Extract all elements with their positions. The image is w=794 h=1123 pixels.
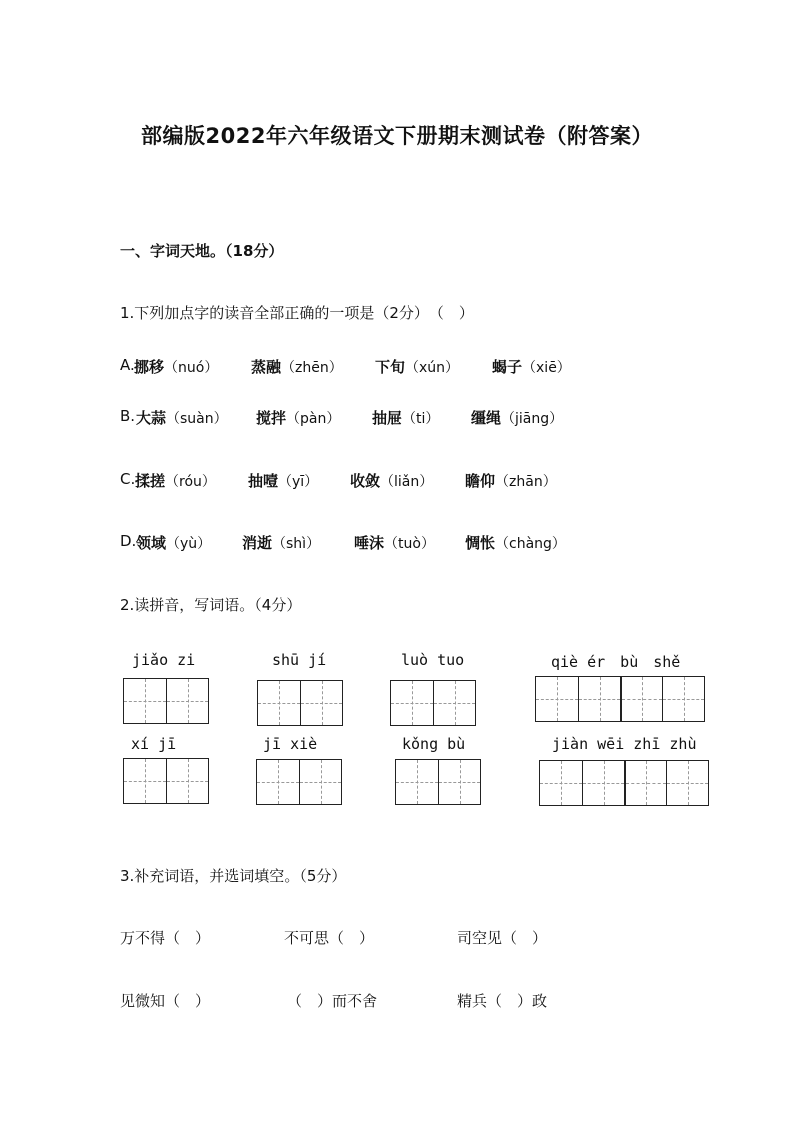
question-3-prompt: 3.补充词语，并选词填空。（5分）	[120, 867, 347, 885]
grid-cell[interactable]	[662, 677, 704, 721]
option-item: 揉搓（róu）	[135, 472, 216, 490]
option-item: 领域（yù）	[136, 534, 212, 552]
grid-cell[interactable]	[433, 681, 475, 725]
option-item: 搅拌（pàn）	[256, 409, 341, 427]
grid-cell[interactable]	[620, 677, 662, 721]
option-item: 下旬（xún）	[375, 358, 460, 376]
pinyin-label: luò tuo	[401, 651, 465, 669]
option-item: 抽屉（ti）	[372, 409, 440, 427]
grid-cell[interactable]	[300, 681, 342, 725]
option-label: B.	[120, 407, 136, 425]
pinyin-label: jiǎo zi	[132, 651, 196, 669]
option-item: 大蒜（suàn）	[136, 409, 228, 427]
fill-blank-item[interactable]: 不可思（ ）	[284, 929, 375, 947]
pinyin-label: jī xiè	[263, 735, 318, 753]
writing-grid[interactable]	[123, 678, 209, 724]
pinyin-label: shū jí	[272, 651, 327, 669]
pinyin-label: jiàn wēi zhī zhù	[552, 735, 697, 753]
grid-cell[interactable]	[582, 761, 624, 805]
writing-grid[interactable]	[257, 680, 343, 726]
pinyin-label: kǒng bù	[402, 735, 466, 753]
option-label: D.	[120, 532, 137, 550]
grid-cell[interactable]	[396, 760, 438, 804]
writing-grid[interactable]	[256, 759, 342, 805]
grid-cell[interactable]	[299, 760, 341, 804]
writing-grid[interactable]	[395, 759, 481, 805]
grid-cell[interactable]	[540, 761, 582, 805]
writing-grid[interactable]	[123, 758, 209, 804]
option-item: 消逝（shì）	[242, 534, 321, 552]
grid-cell[interactable]	[124, 679, 166, 723]
option-item: 挪移（nuó）	[134, 358, 219, 376]
fill-blank-item[interactable]: 精兵（ ）政	[457, 992, 548, 1010]
pinyin-label: qiè ér bù shě	[551, 653, 681, 671]
question-2-prompt: 2.读拼音，写词语。（4分）	[120, 596, 302, 614]
option-item: 惆怅（chàng）	[465, 534, 566, 552]
option-label: A.	[120, 356, 135, 374]
grid-cell[interactable]	[124, 759, 166, 803]
option-item: 收敛（liǎn）	[350, 472, 434, 490]
option-item: 缰绳（jiāng）	[471, 409, 564, 427]
pinyin-label: xí jī	[131, 735, 177, 753]
grid-cell[interactable]	[536, 677, 578, 721]
option-item: 抽噎（yī）	[248, 472, 319, 490]
grid-cell[interactable]	[258, 681, 300, 725]
writing-grid[interactable]	[539, 760, 709, 806]
fill-blank-item[interactable]: 万不得（ ）	[120, 929, 211, 947]
page-title: 部编版2022年六年级语文下册期末测试卷（附答案）	[141, 124, 653, 148]
grid-cell[interactable]	[438, 760, 480, 804]
writing-grid[interactable]	[390, 680, 476, 726]
option-item: 唾沫（tuò）	[354, 534, 435, 552]
grid-cell[interactable]	[391, 681, 433, 725]
fill-blank-item[interactable]: （ ）而不舍	[287, 992, 378, 1010]
fill-blank-item[interactable]: 见微知（ ）	[120, 992, 211, 1010]
grid-cell[interactable]	[257, 760, 299, 804]
grid-cell[interactable]	[578, 677, 620, 721]
fill-blank-item[interactable]: 司空见（ ）	[457, 929, 548, 947]
question-1-prompt: 1.下列加点字的读音全部正确的一项是（2分） （ ）	[120, 304, 474, 322]
grid-cell[interactable]	[166, 759, 208, 803]
grid-cell[interactable]	[624, 761, 666, 805]
writing-grid[interactable]	[535, 676, 705, 722]
grid-cell[interactable]	[166, 679, 208, 723]
option-label: C.	[120, 470, 136, 488]
option-item: 瞻仰（zhān）	[465, 472, 557, 490]
section-heading: 一、字词天地。（18分）	[120, 242, 284, 260]
option-item: 蒸融（zhēn）	[251, 358, 343, 376]
grid-cell[interactable]	[666, 761, 708, 805]
option-item: 蝎子（xiē）	[492, 358, 571, 376]
